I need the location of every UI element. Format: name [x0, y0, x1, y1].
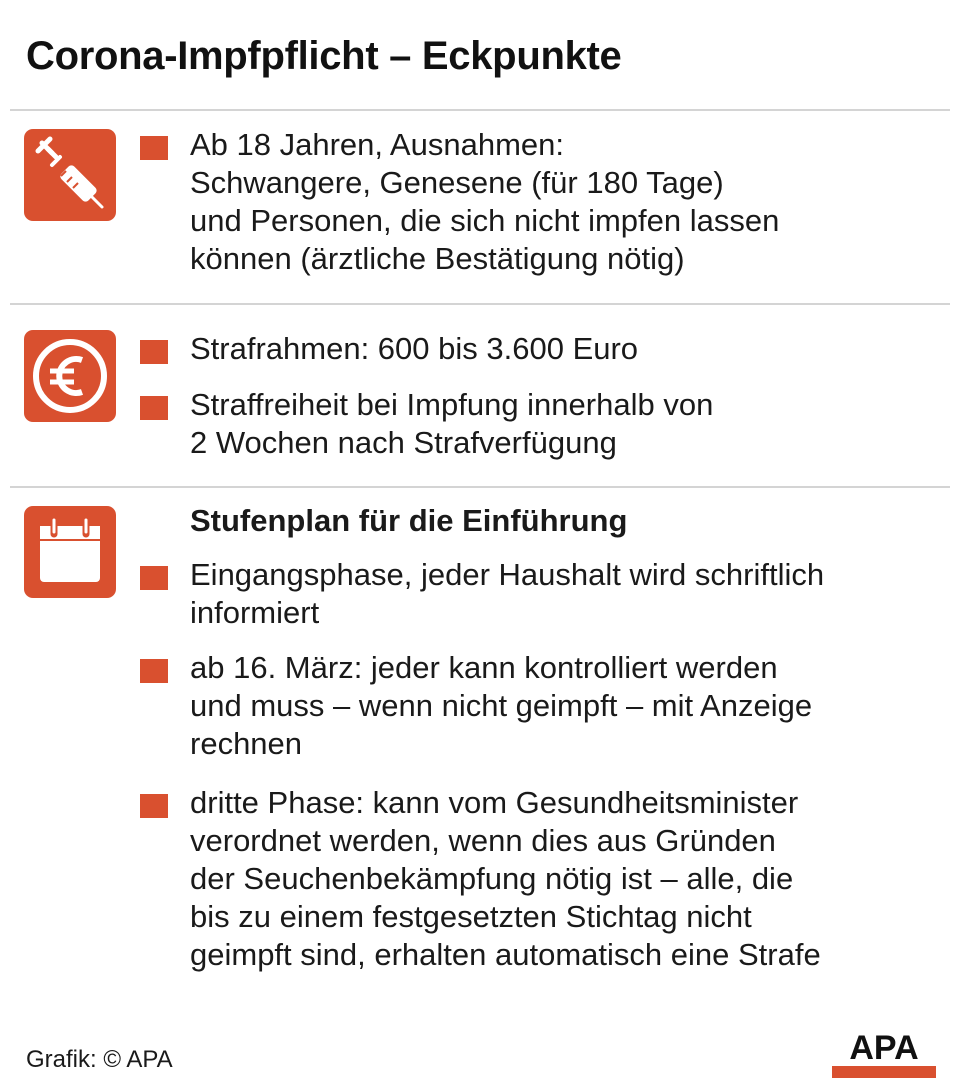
source-credit: Grafik: © APA [26, 1046, 173, 1073]
divider [10, 303, 950, 305]
apa-logo [832, 1028, 936, 1078]
list-item: Strafrahmen: 600 bis 3.600 Euro [190, 331, 639, 366]
divider [10, 109, 950, 111]
list-item: Ab 18 Jahren, Ausnahmen: Schwangere, Genesene (für 180 Tage) und Personen, die sich nicht impfen lassen können (ärztliche Bestätigung nötig) [190, 127, 780, 276]
bullet-marker [140, 340, 168, 364]
list-item: Eingangsphase, jeder Haushalt wird schriftlich informiert [190, 557, 825, 630]
page-title: Corona-Impfpflicht – Eckpunkte [26, 34, 622, 78]
bullet-marker [140, 659, 168, 683]
bullet-marker [140, 794, 168, 818]
syringe-icon [24, 129, 116, 221]
bullet-marker [140, 396, 168, 420]
logo-text: APA [849, 1029, 919, 1067]
list-item: Straffreiheit bei Impfung innerhalb von 2 Wochen nach Strafverfügung [190, 387, 714, 460]
euro-icon [24, 330, 116, 422]
section-subheading: Stufenplan für die Einführung [190, 503, 628, 538]
list-item: dritte Phase: kann vom Gesundheitsminister verordnet werden, wenn dies aus Gründen der Seuchenbekämpfung nötig ist – alle, die bis zu einem festgesetzten Stichtag nicht geimpft sind, erhalten automatisch eine Strafe [190, 785, 821, 972]
list-item: ab 16. März: jeder kann kontrolliert werden und muss – wenn nicht geimpft – mit Anzeige rechnen [190, 650, 813, 761]
bullet-marker [140, 136, 168, 160]
calendar-icon [24, 506, 116, 598]
divider [10, 486, 950, 488]
bullet-marker [140, 566, 168, 590]
